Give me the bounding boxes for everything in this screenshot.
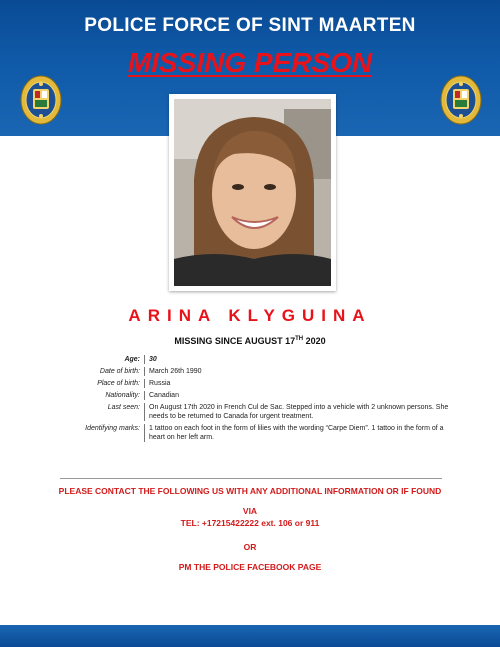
detail-row-nationality <box>60 391 450 400</box>
detail-value: On August 17th 2020 in French Cul de Sac. Stepped into a vehicle with 2 unknown persons. She needs to be returned to Canada for urgent treatment. <box>149 404 449 420</box>
detail-label: Age: <box>60 355 145 364</box>
contact-via: VIA <box>242 506 258 516</box>
header-subtitle: MISSING PERSON <box>127 47 373 78</box>
contact-instructions: PLEASE CONTACT THE FOLLOWING US WITH ANY ADDITIONAL INFORMATION OR IF FOUND <box>58 486 442 496</box>
contact-or: OR <box>243 542 257 552</box>
person-name: ARINA KLYGUINA <box>128 306 372 325</box>
detail-row-last-seen <box>60 403 450 421</box>
detail-value: Russia <box>149 380 171 387</box>
missing-since-sup: TH <box>295 336 304 342</box>
missing-since <box>0 336 500 346</box>
header-title: POLICE FORCE OF SINT MAARTEN <box>84 15 416 36</box>
police-badge-icon <box>440 75 482 125</box>
detail-row-marks <box>60 424 450 442</box>
detail-label: Identifying marks: <box>60 424 145 442</box>
detail-row-dob <box>60 367 450 376</box>
person-photo-image <box>174 99 331 286</box>
detail-label: Last seen: <box>60 403 145 421</box>
detail-label: Nationality: <box>60 391 145 400</box>
detail-value: 30 <box>149 356 157 363</box>
detail-row-pob <box>60 379 450 388</box>
detail-label: Date of birth: <box>60 367 145 376</box>
contact-facebook: PM THE POLICE FACEBOOK PAGE <box>178 562 322 572</box>
divider <box>60 478 442 479</box>
detail-value: Canadian <box>149 392 179 399</box>
missing-since-year: 2020 <box>303 336 326 346</box>
police-badge-icon <box>20 75 62 125</box>
missing-since-text: MISSING SINCE AUGUST 17 <box>174 336 296 346</box>
detail-row-age <box>60 355 450 364</box>
footer-banner <box>0 625 500 647</box>
person-details <box>60 355 450 445</box>
detail-value: 1 tattoo on each foot in the form of lilies with the wording “Carpe Diem”. 1 tattoo in the form of a heart on her left arm. <box>149 425 444 441</box>
detail-value: March 26th 1990 <box>149 368 202 375</box>
contact-phone: TEL: +17215422222 ext. 106 or 911 <box>180 518 320 528</box>
detail-label: Place of birth: <box>60 379 145 388</box>
person-photo <box>169 94 336 291</box>
